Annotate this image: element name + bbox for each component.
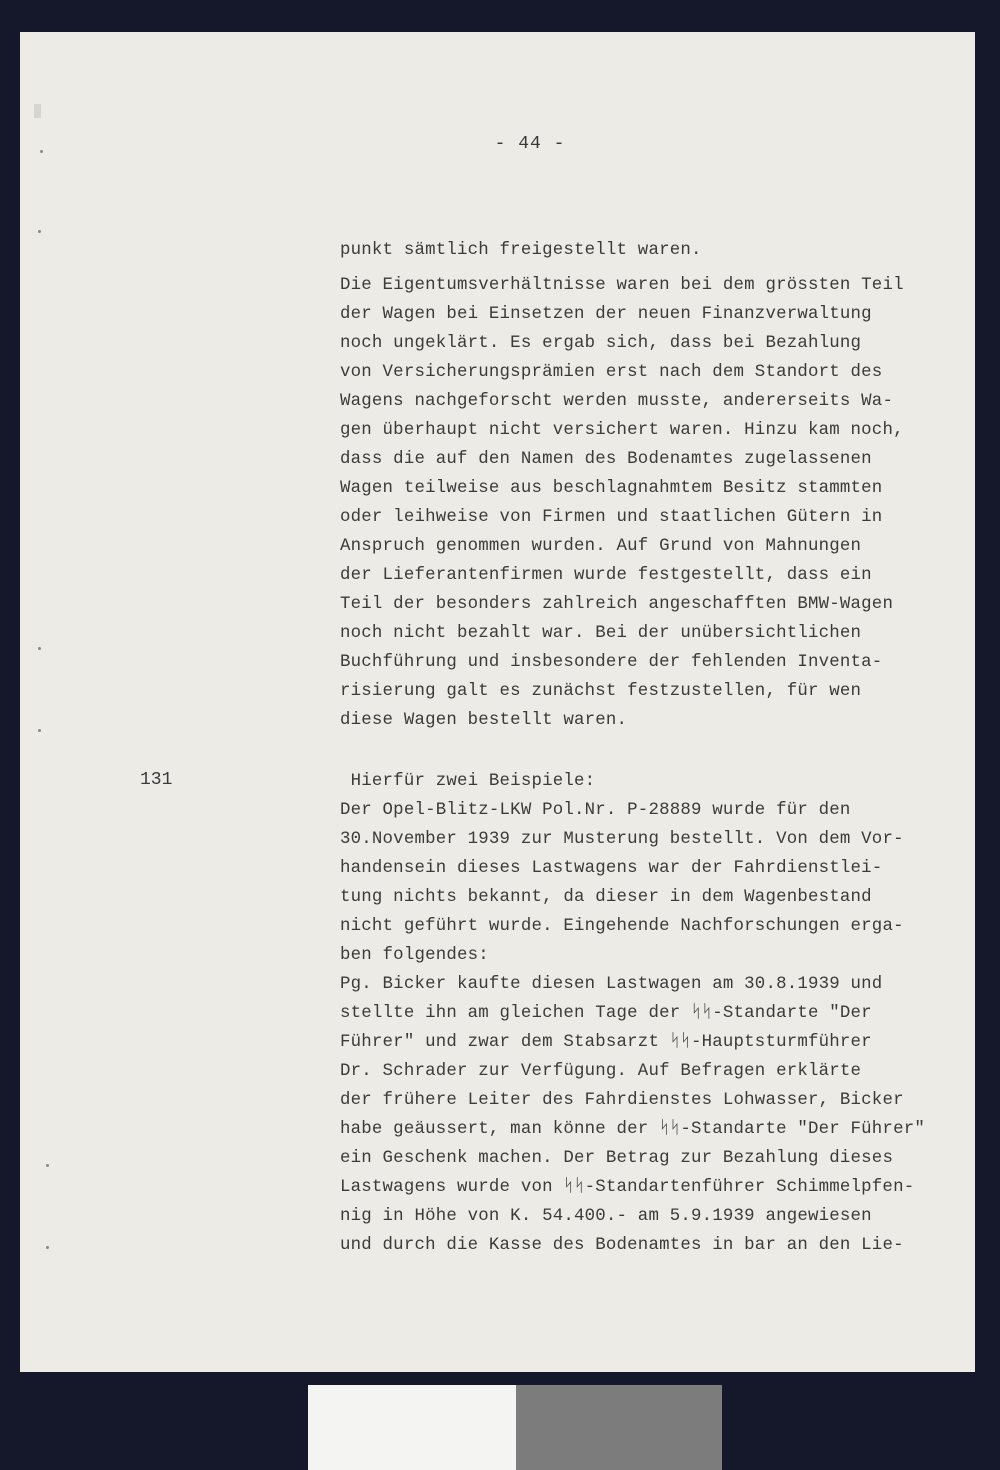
text-line: Buchführung und insbesondere der fehlenden Inventa- (340, 653, 883, 672)
text-line: Teil der besonders zahlreich angeschafften BMW-Wagen (340, 595, 894, 614)
document-body (340, 236, 972, 1260)
text-line: Führer" und zwar dem Stabsarzt ᛋᛋ-Hauptsturmführer (340, 1033, 872, 1052)
text-line: handensein dieses Lastwagens war der Fahrdienstlei- (340, 859, 883, 878)
punch-hole (38, 647, 41, 650)
calibration-grey-patch (516, 1385, 722, 1470)
text-line: Hierfür zwei Beispiele: (340, 772, 596, 791)
text-line: Lastwagens wurde von ᛋᛋ-Standartenführer Schimmelpfen- (340, 1178, 915, 1197)
text-line: Pg. Bicker kaufte diesen Lastwagen am 30.8.1939 und (340, 975, 883, 994)
text-line: dass die auf den Namen des Bodenamtes zugelassenen (340, 450, 872, 469)
calibration-white-patch (308, 1385, 516, 1470)
text-line: ein Geschenk machen. Der Betrag zur Bezahlung dieses (340, 1149, 894, 1168)
text-line: Anspruch genommen wurden. Auf Grund von Mahnungen (340, 537, 862, 556)
text-line: der Wagen bei Einsetzen der neuen Finanzverwaltung (340, 305, 872, 324)
punch-hole (38, 729, 41, 732)
text-line: nig in Höhe von K. 54.400.- am 5.9.1939 angewiesen (340, 1207, 872, 1226)
punch-hole (38, 230, 41, 233)
page-tab (34, 104, 41, 118)
text-line: stellte ihn am gleichen Tage der ᛋᛋ-Standarte "Der (340, 1004, 872, 1023)
punch-hole (46, 1164, 49, 1167)
page-number: - 44 - (494, 134, 566, 154)
color-calibration-strip (308, 1385, 722, 1470)
margin-number: 131 (140, 770, 173, 790)
text-line: Wagens nachgeforscht werden musste, andererseits Wa- (340, 392, 894, 411)
text-line: 30.November 1939 zur Musterung bestellt. Von dem Vor- (340, 830, 904, 849)
text-line: oder leihweise von Firmen und staatlichen Gütern in (340, 508, 883, 527)
text-line: habe geäussert, man könne der ᛋᛋ-Standarte "Der Führer" (340, 1120, 925, 1139)
text-line: nicht geführt wurde. Eingehende Nachforschungen erga- (340, 917, 904, 936)
text-line: Dr. Schrader zur Verfügung. Auf Befragen erklärte (340, 1062, 862, 1081)
text-line: Die Eigentumsverhältnisse waren bei dem grössten Teil (340, 276, 904, 295)
text-line: der Lieferantenfirmen wurde festgestellt, dass ein (340, 566, 872, 585)
text-line: Wagen teilweise aus beschlagnahmtem Besitz stammten (340, 479, 883, 498)
text-line: der frühere Leiter des Fahrdienstes Lohwasser, Bicker (340, 1091, 904, 1110)
text-line: von Versicherungsprämien erst nach dem Standort des (340, 363, 883, 382)
text-line: noch nicht bezahlt war. Bei der unübersichtlichen (340, 624, 862, 643)
text-line: Der Opel-Blitz-LKW Pol.Nr. P-28889 wurde für den (340, 801, 851, 820)
text-line: risierung galt es zunächst festzustellen, für wen (340, 682, 862, 701)
text-line: und durch die Kasse des Bodenamtes in bar an den Lie- (340, 1236, 904, 1255)
punch-hole (40, 150, 43, 153)
text-line: ben folgendes: (340, 946, 489, 965)
text-line: noch ungeklärt. Es ergab sich, dass bei Bezahlung (340, 334, 862, 353)
text-line: gen überhaupt nicht versichert waren. Hinzu kam noch, (340, 421, 904, 440)
text-line: diese Wagen bestellt waren. (340, 711, 628, 730)
text-line: tung nichts bekannt, da dieser in dem Wagenbestand (340, 888, 872, 907)
text-line: punkt sämtlich freigestellt waren. (340, 241, 702, 260)
punch-hole (46, 1246, 49, 1249)
